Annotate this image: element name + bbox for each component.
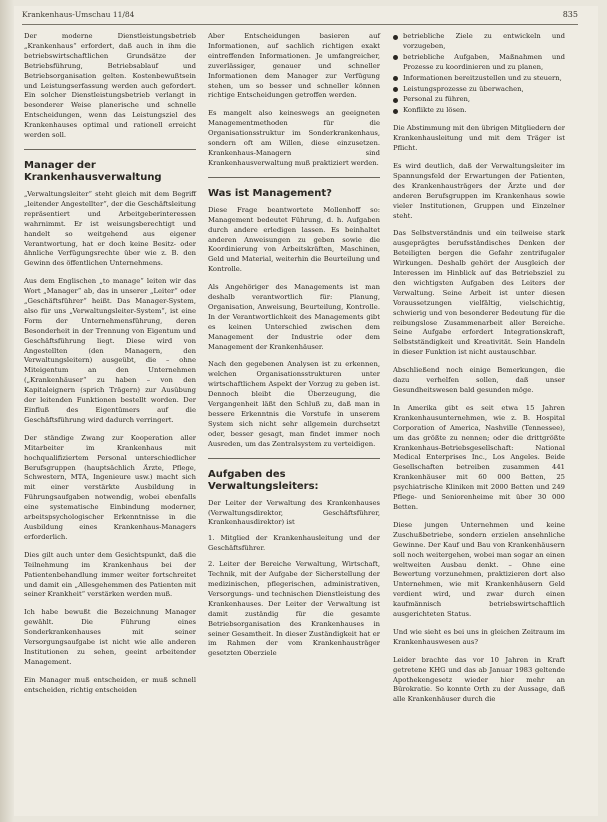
paragraph: Die Abstimmung mit den übrigen Mitgliedern der Krankenhausleitung und mit dem Träger ist Pflicht. — [393, 124, 565, 153]
section-divider — [24, 149, 196, 150]
paragraph: In Amerika gibt es seit etwa 15 Jahren Krankenhausunternehmen, wie z. B. Hospital Corporation of America, Nashville (Tennessee), um das größte zu nennen; oder die drittgrößte Krankenhaus-Betriebsgesellschaft: National Medical Enterprises Inc., Los Angeles. Beide Gesellschaften betreiben zusammen 441 Krankenhäuser mit 60 000 Betten, 25 psychiatrische Kliniken mit 2000 Betten und 249 Pflege- und Seniorenheime mit über 30 000 Betten. — [393, 403, 565, 511]
paragraph: Diese jungen Unternehmen und keine Zuschußbetriebe, sondern erzielen ansehnliche Gewinne. Der Kauf und Bau von Krankenhäusern soll noch weitergehen, wobei man sogar an einen weltweiten Ausbau denkt. – Ohne eine Bewertung vorzunehmen, praktizieren dort also Unternehmen, wie mit Krankenhäusern Geld verdient wird, und zwar durch einen kaufmännisch betriebswirtschaftlich ausgerichteten Status. — [393, 520, 565, 619]
paragraph: Das Selbstverständnis und ein teilweise stark ausgeprägtes berufsständisches Denken der Beteiligten bergen die Gefahr zentrifugaler Wirkungen. Deshalb gehört der Ausgleich der Interessen im Hinblick auf das Betriebsziel zu den wichtigsten Aufgaben des Leiters der Verwaltung. Seine Arbeit ist unter diesen Voraussetzungen vielfältig, vielschichtig, schwierig und von besonderer Bedeutung für die reibungslose Zusammenarbeit aller Bereiche. Seine Aufgabe erfordert Integrationskraft, Selbstständigkeit und Kreativität. Sein Handeln in dieser Funktion ist nicht austauschbar. — [393, 229, 565, 357]
list-item: 1. Mitglied der Krankenhausleitung und der Geschäftsführer. — [208, 534, 380, 553]
paragraph: Ich habe bewußt die Bezeichnung Manager gewählt. Die Führung eines Sonderkrankenhauses mit seiner Versorgungsaufgabe ist nicht wie alle anderen Institutionen zu sehen, geeint arbeitender Management. — [24, 608, 196, 666]
page-number: 835 — [562, 10, 578, 19]
paragraph: Aber Entscheidungen basieren auf Informationen, auf sachlich richtigen exakt eintreffenden Informationen. Je umfangreicher, zuverlässiger, genauer und schneller Informationen dem Manager zur Verfügung stehen, um so besser und schneller können richtige Entscheidungen getroffen werden. — [208, 32, 380, 100]
intro-paragraph: Der moderne Dienstleistungsbetrieb „Krankenhaus“ erfordert, daß auch in ihm die betriebswirtschaftlichen Grundsätze der Betriebsführung, Betriebsablauf und Betriebsorganisation gelten. Kostenbewußtsein und Leistungserfassung werden auch gefordert. Ein solcher Dienstleistungsbetrieb verlangt in besonderer Weise planerische und schnelle Entscheidungen, wenn das Leistungsziel des Krankenhauses optimal und rationell erreicht werden soll. — [24, 32, 196, 140]
paragraph: Leider brachte das vor 10 Jahren in Kraft getretene KHG und das ab Januar 1983 geltende Apothekengesetz wieder hier mehr an Bürokratie. So konnte Orth zu der Aussage, daß alle Krankenhäuser durch die — [393, 655, 565, 704]
paragraph: Abschließend noch einige Bemerkungen, die dazu verhelfen sollen, daß unser Gesundheitswesen bald gesunden möge. — [393, 366, 565, 394]
column-2 — [208, 32, 380, 665]
paragraph: Der ständige Zwang zur Kooperation aller Mitarbeiter im Krankenhaus mit hochqualifiziertem Personal unterschiedlicher Berufsgruppen (hauptsächlich Ärzte, Pflege, Schwestern, MTA, Ingenieure usw.) macht sich mit einer verstärkte Ausbildung in Führungsaufgaben notwendig, wobei ebenfalls eine systematische Einbindung moderner, arbeitspsychologischer Erkenntnisse in die Ausbildung eines Krankenhaus-Managers erforderlich. — [24, 433, 196, 541]
page-edge-shadow — [0, 0, 14, 822]
paragraph: Ein Manager muß entscheiden, er muß schnell entscheiden, richtig entscheiden — [24, 675, 196, 694]
column-1 — [24, 32, 196, 704]
section-divider — [208, 458, 380, 459]
section-heading-aufgaben: Aufgaben des Verwaltungsleiters: — [208, 468, 319, 492]
bullet-item: Konflikte zu lösen. — [393, 106, 565, 116]
paragraph: Und wie sieht es bei uns in gleichen Zeitraum im Krankenhauswesen aus? — [393, 627, 565, 646]
paragraph: Als Angehöriger des Managements ist man deshalb verantwortlich für: Planung, Organisation, Anweisung, Beurteilung, Kontrolle. In der Verantwortlichkeit des Managements gibt es keinen Unterschied zwischen dem Management der Industrie oder dem Management der Krankenhäuser. — [208, 283, 380, 351]
paragraph: Dies gilt auch unter dem Gesichtspunkt, daß die Teilnehmung im Krankenhaus bei der Patientenbehandlung immer weiter fortschreitet und damit ein „Allesgehemmen des Patienten mit seiner Krankheit“ verstärken werden muß. — [24, 550, 196, 599]
header-rule — [22, 24, 578, 25]
bullet-item: Informationen bereitzustellen und zu steuern, — [393, 74, 565, 84]
paragraph: „Verwaltungsleiter“ steht gleich mit dem Begriff „leitender Angestellter“, der die Geschäftsleitung repräsentiert und Arbeitgeberinteressen wahrnimmt. Er ist weisungsberechtigt und handelt so weitgehend aus eigener Verantwortung, hat er doch keine Besitz- oder ähnliche Verfügungsrechte über wie z. B. den Gewinn des öffentlichen Unternehmens. — [24, 189, 196, 268]
numbered-list — [208, 499, 380, 660]
paragraph: Es wird deutlich, daß der Verwaltungsleiter im Spannungsfeld der Erwartungen der Patienten, des Krankenhausträgers der Ärzte und der anderen Berufsgruppen im Krankenhaus sowie vieler Institutionen, Gruppen und Einzelner steht. — [393, 161, 565, 220]
paragraph: Diese Frage beantwortete Mollenhoff so: Management bedeutet Führung, d. h. Aufgaben durch andere erledigen lassen. Es beinhaltet anderen Anweisungen zu geben sowie die Koordinierung von Arbeitskräften, Maschinen, Geld und Material, weiterhin die Beurteilung und Kontrolle. — [208, 205, 380, 274]
paragraph: Es mangelt also keineswegs an geeigneten Managementmethoden für die Organisationsstruktur im Sonderkrankenhaus, sondern oft am Willen, diese einzusetzen. Krankenhaus-Managern sind Krankenhausverwaltung muß praktiziert werden. — [208, 109, 380, 167]
section-heading-management: Was ist Management? — [208, 187, 332, 199]
bullet-item: Leistungsprozesse zu überwachen, — [393, 85, 565, 95]
bullet-item: Personal zu führen, — [393, 95, 565, 105]
bullet-item: betriebliche Ziele zu entwickeln und vorzugeben, — [393, 32, 565, 52]
paragraph: Nach den gegebenen Analysen ist zu erkennen, welchen Organisationsstrukturen unter wirtschaftlichem Aspekt der Vorzug zu geben ist. Dennoch bleibt die Überzeugung, die Vergangenheit läßt den Schluß zu, daß man in bessere Erkenntnis die Vorstufe in unserem System sich nicht sehr allgemein durchsetzt oder, besser gesagt, man findet immer noch Ausreden, um das Zentralsystem zu verteidigen. — [208, 360, 380, 448]
column-3 — [393, 32, 565, 713]
section-heading-manager: Manager der Krankenhausverwaltung — [24, 159, 162, 183]
list-item: 2. Leiter der Bereiche Verwaltung, Wirtschaft, Technik, mit der Aufgabe der Sicherstellung der medizinischen, pflegerischen, administrativen, Versorgungs- und technischen Dienstleistung des Krankenhauses. Der Leiter der Verwaltung ist damit zuständig für die gesamte Betriebsorganisation des Krankenhauses in seiner Gesamtheit. In dieser Zuständigkeit hat er im Rahmen der vom Krankenhausträger gesetzten Oberziele — [208, 560, 380, 658]
journal-title: Krankenhaus-Umschau 11/84 — [22, 10, 135, 19]
running-header — [22, 10, 578, 22]
paragraph: Der Leiter der Verwaltung des Krankenhauses (Verwaltungsdirektor, Geschäftsführer, Krankenhausdirektor) ist — [208, 498, 380, 527]
bullet-list — [393, 32, 565, 116]
section-divider — [208, 177, 380, 178]
bullet-item: betriebliche Aufgaben, Maßnahmen und Prozesse zu koordinieren und zu planen, — [393, 53, 565, 73]
paragraph: Aus dem Englischen „to manage“ leiten wir das Wort „Manager“ ab, das in unserer „Leiter“ oder „Geschäftsführer“ heißt. Das Manager-System, also für uns „Verwaltungsleiter-System“, ist eine Form der Unternehmensführung, deren Besonderheit in der Trennung von Eigentum und Geschäftsführung liegt. Diese wird von Angestellten (den Managern, den Verwaltungsleitern) ausgeübt, die – ohne Miteigentum an den Unternehmen („Krankenhäuser“ zu haben – von den Kapitaleignern (sprich Trägern) zur Ausübung der leitenden Funktionen bestellt worden. Der Einfluß des Eigentümers auf die Geschäftsführung wird dadurch verringert. — [24, 277, 196, 424]
